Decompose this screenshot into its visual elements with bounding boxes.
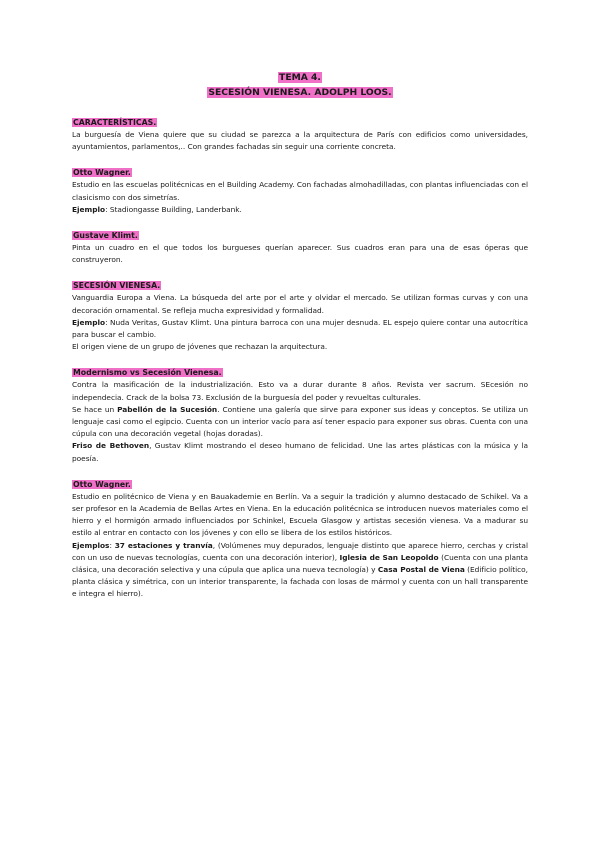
paragraph: Contra la masificación de la industrialización. Esto va a durar durante 8 años. Revista ver sacrum. SEcesión no independecia. Crack de la bolsa 73. Exclusión de la burguesía del poder y revueltas culturales. bbox=[72, 380, 528, 402]
text-run: . Contiene una galería que sirve para exponer sus ideas y conceptos. Se utiliza un lenguaje casi como el egipcio. Cuenta con un interior vacío para así tener espacio para exponer sus obras. Cuenta con una cúpula con una decoración vegetal (hojas doradas). bbox=[72, 404, 528, 439]
text-run: : bbox=[109, 540, 115, 550]
bold-term: Iglesia de San Leopoldo bbox=[339, 552, 439, 562]
bold-term: Pabellón de la Sucesión bbox=[117, 404, 218, 414]
paragraph: El origen viene de un grupo de jóvenes que rechazan la arquitectura. bbox=[72, 342, 328, 352]
bold-term: Friso de Bethoven bbox=[72, 441, 150, 451]
example-text: : Nuda Veritas, Gustav Klimt. Una pintura barroca con una mujer desnuda. EL espejo quiere contar una autocrítica para buscar el cambio. bbox=[72, 317, 528, 340]
document-page bbox=[72, 70, 528, 601]
example-paragraph bbox=[72, 317, 528, 341]
example-paragraph bbox=[72, 204, 528, 216]
section-otto-wagner-2 bbox=[72, 479, 528, 601]
section-heading: SECESIÓN VIENESA. bbox=[73, 281, 161, 291]
paragraph: Vanguardia Europa a Viena. La búsqueda del arte por el arte y olvidar el mercado. Se utilizan formas curvas y con una decoración ornamental. Se refleja mucha expresividad y formalidad. bbox=[72, 293, 528, 315]
section-modernismo bbox=[72, 367, 528, 464]
section-klimt bbox=[72, 230, 528, 266]
title-line-2: SECESIÓN VIENESA. ADOLPH LOOS. bbox=[208, 87, 392, 98]
section-secesion-vienesa bbox=[72, 280, 528, 353]
paragraph: Pinta un cuadro en el que todos los burgueses querían aparecer. Sus cuadros eran para una de esas óperas que construyeron. bbox=[72, 243, 528, 265]
paragraph bbox=[72, 404, 528, 441]
bold-term: 37 estaciones y tranvía bbox=[114, 540, 213, 550]
paragraph: Estudio en politécnico de Viena y en Bauakademie en Berlín. Va a seguir la tradición y alumno destacado de Schikel. Va a ser profesor en la Academia de Bellas Artes en Viena. En la educación politécnica se introducen nuevos materiales como el hierro y el hormigón armado influenciados por Schinkel, Escuela Glasgow y artistas secesión vienesa. Va a madurar su estilo al entrar en contacto con los jóvenes y con ello se libera de los estilos históricos. bbox=[72, 491, 528, 538]
section-heading: Gustave Klimt. bbox=[73, 231, 138, 241]
text-run: , Gustav Klimt mostrando el deseo humano de felicidad. Une las artes plásticas con la música y la poesía. bbox=[72, 441, 528, 463]
text-run: (Cuenta con una planta clásica, una decoración selectiva y una cúpula que aplica una nueva tecnología) y bbox=[72, 552, 529, 575]
section-heading: Otto Wagner. bbox=[73, 168, 131, 178]
section-heading: Modernismo vs Secesión Vienesa. bbox=[73, 368, 222, 378]
example-label: Ejemplo bbox=[72, 317, 106, 327]
paragraph: Estudio en las escuelas politécnicas en el Building Academy. Con fachadas almohadilladas, con plantas influenciadas con el clasicismo con dos simetrías. bbox=[72, 180, 528, 202]
example-text: : Stadiongasse Building, Landerbank. bbox=[105, 204, 242, 214]
section-caracteristicas bbox=[72, 117, 528, 153]
bold-term: Casa Postal de Viena bbox=[377, 565, 465, 575]
paragraph bbox=[72, 440, 528, 464]
text-run: Se hace un bbox=[72, 404, 118, 414]
paragraph: La burguesía de Viena quiere que su ciudad se parezca a la arquitectura de París con edificios como universidades, ayuntamientos, parlamentos,.. Con grandes fachadas sin seguir una corriente concreta. bbox=[72, 130, 528, 152]
section-heading: CARACTERÍSTICAS. bbox=[73, 118, 157, 127]
example-label: Ejemplos bbox=[72, 540, 110, 550]
text-run: (Edificio político, planta clásica y simétrica, con un interior transparente, la fachada con losas de mármol y cuenta con un hall transparente e integra el hierro). bbox=[72, 565, 528, 599]
example-label: Ejemplo bbox=[72, 204, 106, 214]
section-otto-wagner-1 bbox=[72, 167, 528, 216]
example-paragraph bbox=[72, 540, 528, 601]
section-heading: Otto Wagner. bbox=[73, 479, 131, 489]
title-line-1: TEMA 4. bbox=[279, 72, 321, 83]
document-title bbox=[72, 70, 528, 100]
text-run: , (Volúmenes muy depurados, lenguaje distinto que aparece hierro, cerchas y cristal con un uso de nuevas tecnologías, cuenta con una decoración interior), bbox=[72, 540, 528, 562]
